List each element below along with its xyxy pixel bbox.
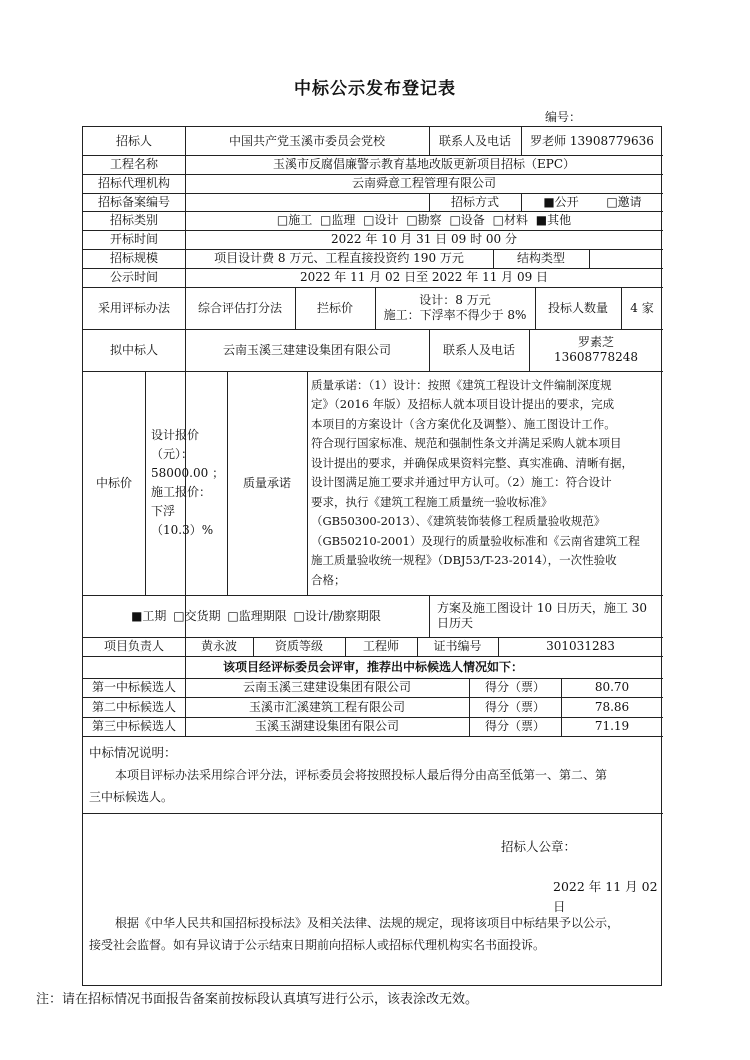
quality-line: 设计图满足施工要求并通过甲方认可。（2）施工：符合设计 (311, 475, 612, 490)
price-line-5: 下浮 (151, 504, 176, 518)
winner-contact-name: 罗素芝 (577, 335, 614, 349)
cap-design: 设计：8 万元 (419, 293, 491, 307)
structure-label: 结构类型 (516, 251, 565, 265)
law-line-2: 接受社会监督。如有异议请于公示结束日期前向招标人或招标代理机构实名书面投诉。 (89, 938, 546, 952)
tenderer-value: 中国共产党玉溪市委员会党校 (228, 133, 385, 148)
winner-contact-value (529, 329, 663, 371)
quality-line: （GB50300-2013）、《建筑装饰装修工程质量验收规范》 (311, 514, 606, 529)
contact-label: 联系人及电话 (438, 133, 511, 148)
winner-value: 云南玉溪三建建设集团有限公司 (222, 342, 391, 357)
quality-line: 符合现行国家标准、规范和强制性条文并满足采购人就本项目 (311, 436, 622, 451)
registration-table (82, 126, 662, 986)
cert-value: 301031283 (546, 639, 615, 653)
candidate-score: 71.19 (594, 719, 630, 733)
method-label: 招标方式 (450, 194, 499, 209)
publicity-value: 2022 年 11 月 02 日至 2022 年 11 月 09 日 (299, 270, 549, 284)
seal-label: 招标人公章： (501, 839, 577, 854)
footnote: 注：请在招标情况书面报告备案前按标段认真填写进行公示，该表涂改无效。 (36, 992, 479, 1007)
law-line-1: 根据《中华人民共和国招标投标法》及相关法律、法规的规定，现将该项目中标结果予以公示， (115, 916, 620, 930)
explain-line-1: 本项目评标办法采用综合评分法，评标委员会将按照投标人最后得分由高至低第一、第二、第 (115, 768, 608, 782)
price-label: 中标价 (95, 475, 132, 490)
method-open-checkbox[interactable]: ■公开 (543, 194, 579, 209)
qual-label: 资质等级 (274, 639, 323, 653)
winner-label: 拟中标人 (109, 342, 158, 357)
contact-value: 罗老师 13908779636 (530, 133, 654, 148)
record-label: 招标备案编号 (97, 194, 170, 209)
quality-line: 定》（2016 年版）及招标人就本项目设计提出的要求，完成 (311, 397, 615, 412)
candidate-score-label: 得分（票） (484, 719, 545, 733)
price-line-6: （10.3）% (151, 523, 214, 537)
category-options: □施工 □监理 □设计 □勘察 □设备 □材料 ■其他 (276, 213, 572, 227)
candidate-name: 玉溪玉湖建设集团有限公司 (254, 719, 399, 733)
quality-line: 合格； (311, 572, 346, 587)
tenderer-label: 招标人 (115, 133, 152, 148)
cap-label: 拦标价 (316, 300, 353, 315)
project-value: 玉溪市反腐倡廉警示教育基地改版更新项目招标（EPC） (272, 157, 576, 171)
quality-line: （GB50210-2001）及现行的质量验收标准和《云南省建筑工程 (311, 533, 640, 548)
scale-label: 招标规模 (109, 251, 158, 265)
price-value (145, 371, 227, 595)
quality-text (307, 371, 663, 595)
recommend-heading: 该项目经评标委员会评审，推荐出中标候选人情况如下： (222, 659, 523, 674)
price-line-4: 施工报价： (151, 485, 212, 499)
pm-label: 项目负责人 (103, 639, 164, 653)
explain-line-2: 三中标候选人。 (89, 790, 174, 804)
serial-number-label: 编号： (545, 110, 582, 124)
pm-value: 黄永波 (200, 639, 237, 653)
candidate-name: 玉溪市汇溪建筑工程有限公司 (248, 699, 405, 714)
quality-line: 施工质量验收统一规程》（DBJ53/T-23-2014），一次性验收 (311, 553, 617, 568)
agency-value: 云南舜意工程管理有限公司 (351, 176, 496, 190)
publicity-label: 公示时间 (109, 270, 158, 284)
explain-title: 中标情况说明： (89, 745, 177, 760)
bidders-label: 投标人数量 (547, 300, 608, 315)
candidate-score: 78.86 (594, 699, 630, 714)
qual-value: 工程师 (362, 639, 399, 653)
price-line-3: 58000.00 ； (151, 466, 225, 480)
page-title: 中标公示发布登记表 (294, 79, 456, 99)
bidders-value: 4 家 (630, 300, 654, 315)
price-line-1: 设计报价 (151, 428, 200, 442)
candidate-rank: 第一中标候选人 (91, 680, 176, 694)
candidate-rank: 第三中标候选人 (91, 719, 176, 733)
period-value (429, 595, 663, 637)
open-time-label: 开标时间 (109, 232, 158, 246)
candidate-rank: 第二中标候选人 (91, 699, 176, 714)
winner-contact-label: 联系人及电话 (442, 342, 515, 357)
project-label: 工程名称 (109, 157, 158, 171)
cap-build: 施工：下浮率不得少于 8% (383, 308, 527, 322)
seal-date: 2022 年 11 月 02 日 (553, 879, 658, 914)
quality-line: 要求，执行《建筑工程施工质量统一验收标准》 (311, 494, 553, 509)
period-line-2: 日历天 (437, 616, 474, 630)
agency-label: 招标代理机构 (97, 176, 170, 190)
scale-value: 项目设计费 8 万元、工程直接投资约 190 万元 (214, 251, 464, 265)
winner-contact-phone: 13608778248 (554, 350, 638, 364)
quality-line: 质量承诺：（1）设计：按照《建筑工程设计文件编制深度规 (311, 377, 612, 392)
quality-label: 质量承诺 (242, 475, 291, 490)
method-invite-checkbox[interactable]: □邀请 (606, 194, 642, 209)
open-time-value: 2022 年 10 月 31 日 09 时 00 分 (331, 232, 517, 246)
candidate-score-label: 得分（票） (484, 699, 545, 714)
cert-label: 证书编号 (433, 639, 482, 653)
quality-line: 本项目的方案设计（含方案优化及调整）、施工图设计工作。 (311, 416, 616, 431)
eval-value: 综合评估打分法 (197, 300, 282, 315)
period-line-1: 方案及施工图设计 10 日历天，施工 30 (437, 601, 647, 615)
candidate-score: 80.70 (594, 680, 630, 694)
quality-line: 设计提出的要求，并确保成果资料完整、真实准确、清晰有据， (311, 455, 633, 470)
cap-value (375, 287, 535, 329)
candidate-score-label: 得分（票） (484, 680, 545, 694)
period-options: ■工期 □交货期 □监理期限 □设计/勘察期限 (131, 608, 381, 623)
price-line-2: （元）： (151, 447, 194, 461)
category-label: 招标类别 (109, 213, 158, 227)
candidate-name: 云南玉溪三建建设集团有限公司 (242, 680, 411, 694)
eval-label: 采用评标办法 (97, 300, 170, 315)
